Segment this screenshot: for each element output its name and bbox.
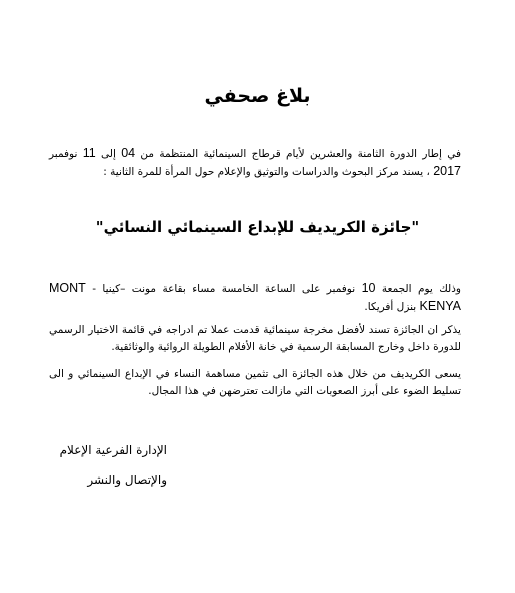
intro-middle: إلى <box>95 148 122 160</box>
award-criteria-paragraph: يذكر ان الجائزة تسند لأفضل مخرجة سينمائية قدمت عملا تم ادراجه في قائمة الاختيار الرسمي للدورة داخل وخارج المسابقة الرسمية في خانة الأفلام الطويلة الروائية والوثائقية. <box>49 324 461 353</box>
ceremony-middle: نوفمبر على الساعة الخامسة مساء بقاعة مونت –كينيا - <box>85 283 362 295</box>
venue-latin-name: MONT KENYA <box>49 281 461 313</box>
ceremony-prefix: وذلك يوم الجمعة <box>375 283 461 295</box>
festival-year: 2017 <box>433 164 461 178</box>
award-goal-paragraph: يسعى الكريديف من خلال هذه الجائزة الى تثمين مساهمة النساء في الإبداع السينمائي و الى تسليط الضوء على أبرز الصعوبات التي مازالت تعترضهن في هذا المجال. <box>49 368 461 397</box>
festival-end-date: 11 <box>82 146 96 160</box>
signature-line-1: الإدارة الفرعية الإعلام <box>59 443 167 457</box>
signature-block <box>60 435 167 495</box>
ceremony-suffix: بنزل أفريكا. <box>364 301 420 313</box>
award-name: "جائزة الكريديف للإبداع السينمائي النسائي" <box>95 218 420 236</box>
intro-month: نوفمبر <box>49 148 83 160</box>
festival-start-date: 04 <box>121 146 136 160</box>
intro-suffix: ، يسند مركز البحوث والدراسات والتوثيق والإعلام حول المرأة للمرة الثانية : <box>103 166 434 178</box>
document-title: بلاغ صحفي <box>204 85 311 107</box>
ceremony-day: 10 <box>361 281 376 295</box>
ceremony-paragraph <box>49 280 461 316</box>
intro-prefix: في إطار الدورة الثامنة والعشرين لأيام قرطاج السينمائية المنتظمة من <box>135 148 461 160</box>
intro-paragraph <box>49 145 461 181</box>
signature-line-2: والإتصال والنشر <box>87 473 167 487</box>
